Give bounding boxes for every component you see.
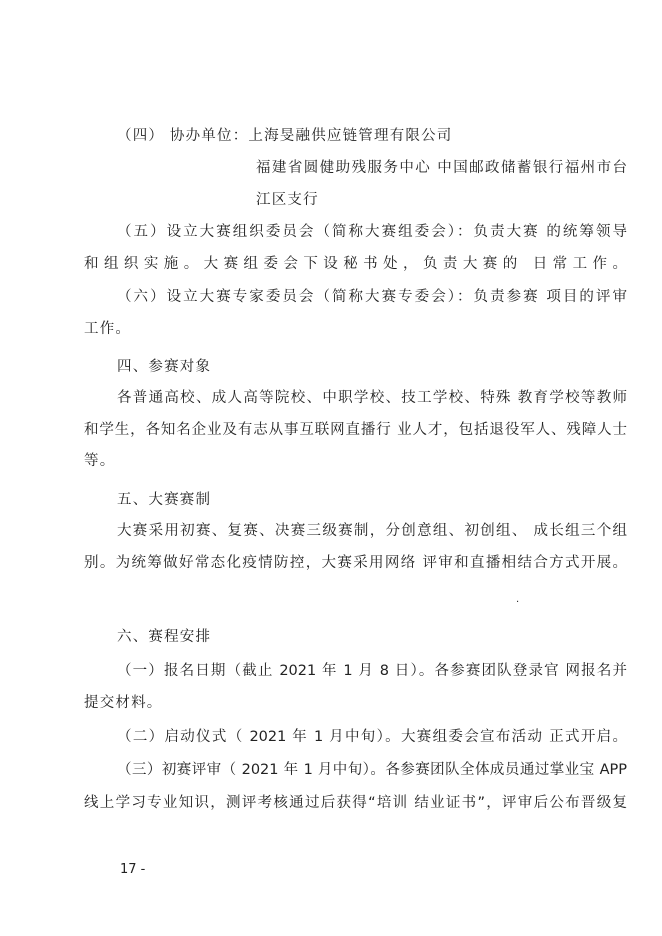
paragraph-line: 线上学习专业知识，测评考核通过后获得“培训 结业证书”，评审后公布晋级复 xyxy=(84,795,627,811)
paragraph-line: 和学生，各知名企业及有志从事互联网直播行 业人才，包括退役军人、残障人士 xyxy=(84,422,627,438)
paragraph-line: （二）启动仪式（ 2021 年 1 月中旬）。大赛组委会宣布活动 正式开启。 xyxy=(117,729,627,745)
paragraph-line: 别。为统筹做好常态化疫情防控，大赛采用网络 评审和直播相结合方式开展。 xyxy=(84,555,627,571)
paragraph-line: 各普通高校、成人高等院校、中职学校、技工学校、特殊 教育学校等教师 xyxy=(117,390,627,406)
co-organizer-line: 江区支行 xyxy=(256,192,319,208)
paragraph-line: （三）初赛评审（ 2021 年 1 月中旬）。各参赛团队全体成员通过掌业宝 APP xyxy=(117,762,627,778)
section-heading: 六、赛程安排 xyxy=(117,629,212,645)
co-organizer-line: 福建省圆健助残服务中心 中国邮政储蓄银行福州市台 xyxy=(256,160,627,176)
paragraph-line: 提交材料。 xyxy=(84,695,163,711)
paragraph-line: 等。 xyxy=(84,453,116,469)
page-number: 17 - xyxy=(120,862,146,877)
section-heading: 四、参赛对象 xyxy=(117,359,212,375)
paragraph-line: （五）设立大赛组织委员会（简称大赛组委会）：负责大赛 的统筹领导 xyxy=(117,224,627,240)
paragraph-line: （一）报名日期（截止 2021 年 1 月 8 日）。各参赛团队登录官 网报名并 xyxy=(117,663,627,679)
paragraph-line: 和组织实施。大赛组委会下设秘书处，负责大赛的 日常工作。 xyxy=(84,256,627,272)
co-organizer-line: （四） 协办单位：上海旻融供应链管理有限公司 xyxy=(117,128,453,144)
stray-dot: . xyxy=(516,594,520,605)
paragraph-line: 工作。 xyxy=(84,321,132,337)
paragraph-line: （六）设立大赛专家委员会（简称大赛专委会）：负责参赛 项目的评审 xyxy=(117,289,627,305)
section-heading: 五、大赛赛制 xyxy=(117,492,212,508)
paragraph-line: 大赛采用初赛、复赛、决赛三级赛制，分创意组、初创组、 成长组三个组 xyxy=(117,523,627,539)
